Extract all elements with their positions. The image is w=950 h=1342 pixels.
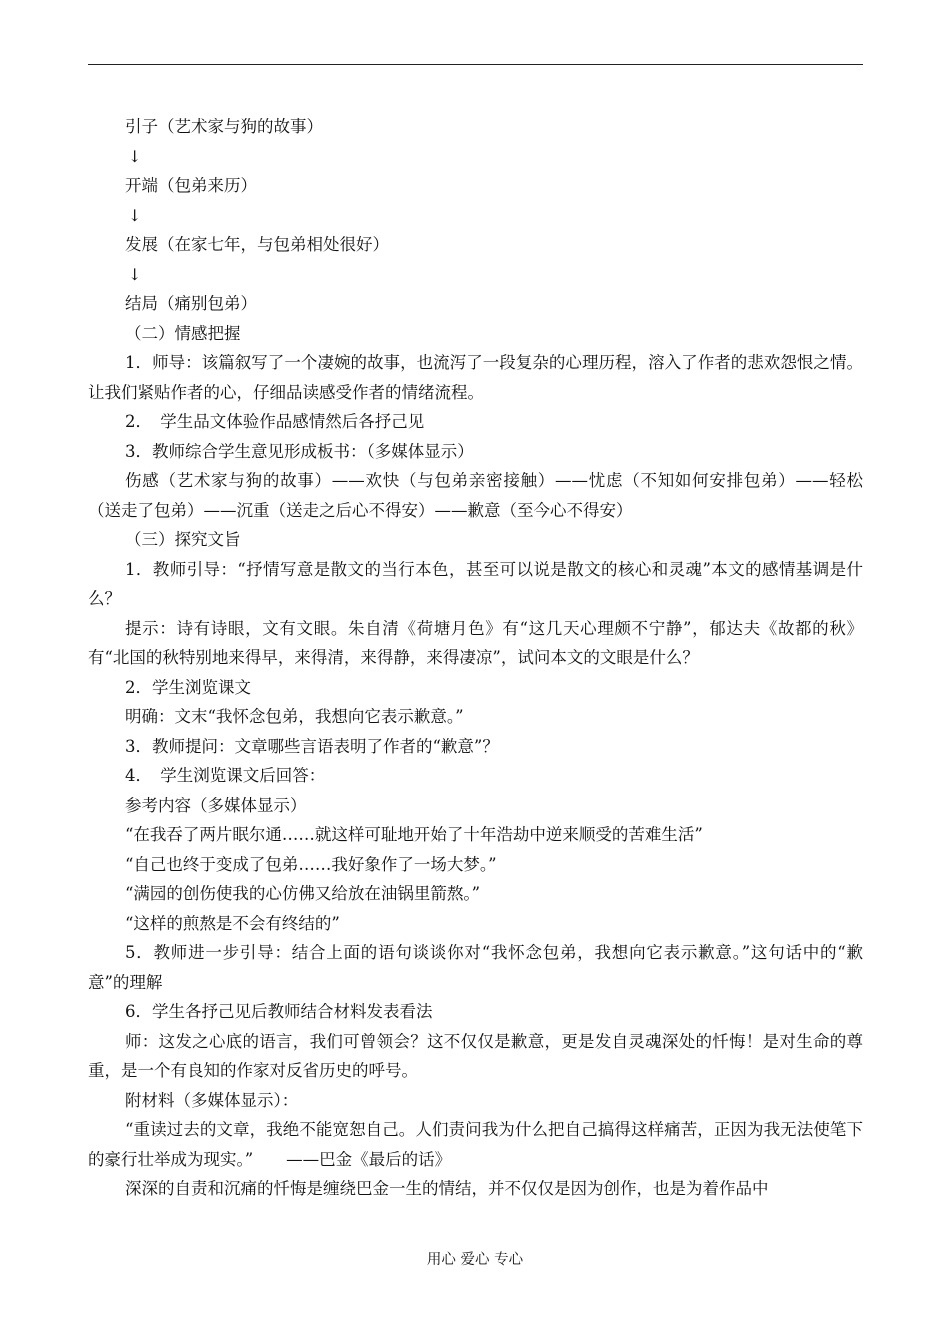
paragraph: 6．学生各抒己见后教师结合材料发表看法 xyxy=(125,1002,433,1021)
flow-step-beginning: 开端（包弟来历） xyxy=(125,176,257,195)
quote: “自己也终于变成了包弟……我好象作了一场大梦。” xyxy=(125,854,497,874)
paragraph: 1．师导：该篇叙写了一个凄婉的故事，也流泻了一段复杂的心理历程，溶入了作者的悲欢怨恨之情。让我们紧贴作者的心，仔细品读感受作者的情绪流程。 xyxy=(88,353,863,402)
paragraph: 深深的自责和沉痛的忏悔是缠绕巴金一生的情结，并不仅仅是因为创作，也是为着作品中 xyxy=(125,1179,769,1198)
section-heading: （三）探究文旨 xyxy=(125,530,241,549)
quote: “满园的创伤使我的心仿佛又给放在油锅里箭熬。” xyxy=(125,884,481,903)
flow-step-development: 发展（在家七年，与包弟相处很好） xyxy=(125,235,389,254)
paragraph: 师：这发之心底的语言，我们可曾领会？这不仅仅是歉意，更是发自灵魂深处的忏悔！是对生命的尊重，是一个有良知的作家对反省历史的呼号。 xyxy=(88,1031,863,1080)
down-arrow-icon: ↓ xyxy=(128,264,142,284)
paragraph: 1．教师引导：“抒情写意是散文的当行本色，甚至可以说是散文的核心和灵魂”本文的感情基调是什么？ xyxy=(88,559,863,608)
page-footer: 用心 爱心 专心 xyxy=(426,1252,524,1268)
quote: “重读过去的文章，我绝不能宽恕自己。人们责问我为什么把自己搞得这样痛苦，正因为我无法使笔下的豪行壮举成为现实。” ——巴金《最后的话》 xyxy=(88,1120,863,1169)
paragraph: 2． 学生品文体验作品感情然后各抒己见 xyxy=(125,412,425,431)
paragraph: 明确：文末“我怀念包弟，我想向它表示歉意。” xyxy=(125,707,464,726)
section-heading: （二）情感把握 xyxy=(125,323,241,343)
paragraph: 4． 学生浏览课文后回答： xyxy=(125,766,326,785)
paragraph: 2．学生浏览课文 xyxy=(125,677,251,697)
quote: “这样的煎熬是不会有终结的” xyxy=(125,913,340,933)
paragraph: 提示：诗有诗眼，文有文眼。朱自清《荷塘月色》有“这几天心理颇不宁静”，郁达夫《故都的秋》有“北国的秋特别地来得早，来得清，来得静，来得凄凉”，试问本文的文眼是什么？ xyxy=(88,618,863,667)
down-arrow-icon: ↓ xyxy=(128,205,142,225)
paragraph: 伤感（艺术家与狗的故事）——欢快（与包弟亲密接触）——忧虑（不知如何安排包弟）——轻松（送走了包弟）——沉重（送走之后心不得安）——歉意（至今心不得安） xyxy=(88,471,863,520)
paragraph: 5．教师进一步引导：结合上面的语句谈谈你对“我怀念包弟，我想向它表示歉意。”这句话中的“歉意”的理解 xyxy=(88,943,863,992)
quote: “在我吞了两片眠尔通……就这样可耻地开始了十年浩劫中逆来顺受的苦难生活” xyxy=(125,825,703,844)
paragraph: 3．教师提问：文章哪些言语表明了作者的“歉意”？ xyxy=(125,736,499,756)
paragraph: 附材料（多媒体显示）： xyxy=(125,1090,299,1110)
document-body xyxy=(88,112,863,1204)
down-arrow-icon: ↓ xyxy=(128,146,142,166)
flow-step-intro: 引子（艺术家与狗的故事） xyxy=(125,117,323,136)
paragraph: 参考内容（多媒体显示） xyxy=(125,795,307,815)
header-rule xyxy=(88,64,863,65)
paragraph: 3．教师综合学生意见形成板书：（多媒体显示） xyxy=(125,441,474,461)
flow-step-ending: 结局（痛别包弟） xyxy=(125,294,257,313)
